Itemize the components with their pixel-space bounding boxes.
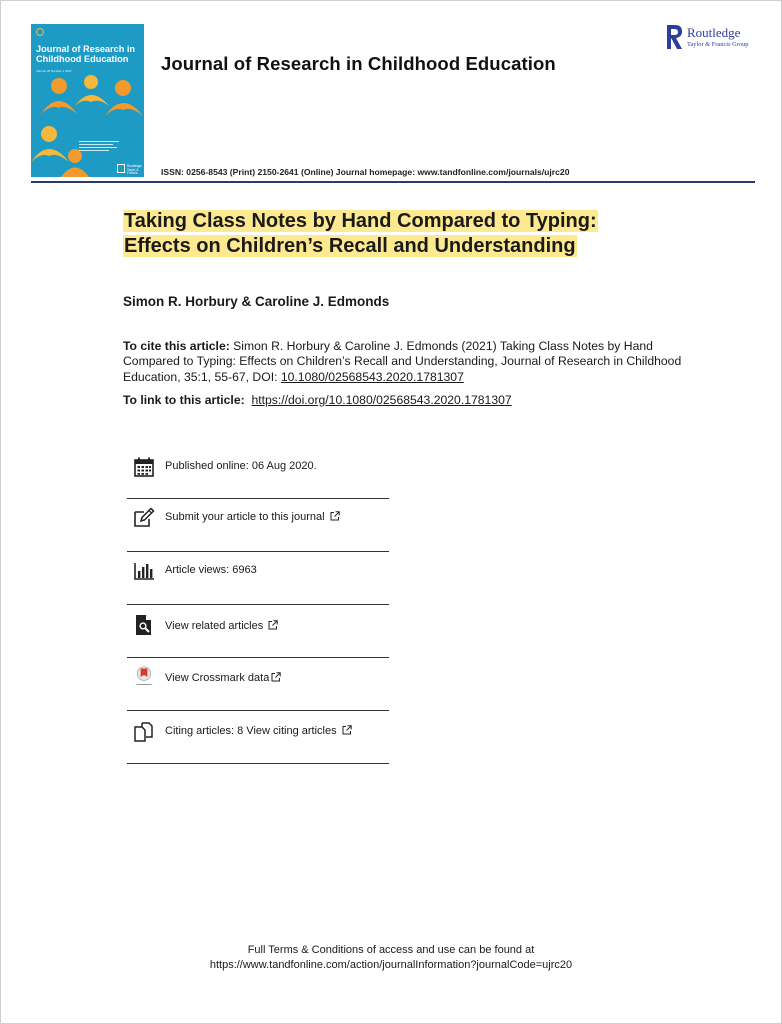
info-item-label[interactable] xyxy=(165,620,278,632)
info-item-submit-article[interactable] xyxy=(127,499,389,552)
calendar-icon xyxy=(133,456,155,478)
header-divider xyxy=(31,181,755,183)
journal-cover-image[interactable] xyxy=(31,24,144,177)
article-doi-url-link[interactable]: https://doi.org/10.1080/02568543.2020.1781307 xyxy=(251,393,512,407)
external-link-icon xyxy=(271,672,281,682)
article-info-list xyxy=(127,451,389,764)
issn-homepage-line[interactable]: ISSN: 0256-8543 (Print) 2150-2641 (Online) Journal homepage: www.tandfonline.com/journals/ujrc20 xyxy=(161,167,570,177)
article-link-line xyxy=(123,393,512,407)
document-search-icon xyxy=(133,614,155,636)
citation-text: Simon R. Horbury & Caroline J. Edmonds (2021) Taking Class Notes by Hand Compared to Typing: Effects on Children’s Recall and Understanding, Journal of Research in Childhood Education, 35:1, 55-67, DOI: xyxy=(123,339,682,384)
routledge-logo-icon xyxy=(664,24,684,50)
citation-doi-link[interactable]: 10.1080/02568543.2020.1781307 xyxy=(280,369,464,384)
article-link-label: To link to this article: xyxy=(123,393,249,407)
footer-line1: Full Terms & Conditions of access and use can be found at xyxy=(247,944,535,956)
bar-chart-icon xyxy=(133,560,155,582)
cover-publisher-text: Routledge Taylor & Francis xyxy=(127,164,142,176)
info-item-label: Published online: 06 Aug 2020. xyxy=(165,460,317,472)
cover-society-logo-icon xyxy=(36,28,44,36)
external-link-icon xyxy=(330,511,340,521)
citing-documents-icon xyxy=(133,721,155,743)
publisher-subtitle: Taylor & Francis Group xyxy=(687,41,749,48)
info-item-label: Article views: 6963 xyxy=(165,564,257,576)
submit-edit-icon xyxy=(133,507,155,529)
cover-title: Journal of Research in Childhood Education xyxy=(36,44,136,64)
info-item-crossmark[interactable] xyxy=(127,658,389,711)
article-title-line1: Taking Class Notes by Hand Compared to Typing: xyxy=(124,210,597,232)
article-authors: Simon R. Horbury & Caroline J. Edmonds xyxy=(123,294,390,309)
info-item-published xyxy=(127,451,389,499)
external-link-icon xyxy=(342,725,352,735)
external-link-icon xyxy=(268,620,278,630)
info-item-text[interactable]: Citing articles: 8 View citing articles xyxy=(165,725,337,737)
info-item-text[interactable]: Submit your article to this journal xyxy=(165,511,325,523)
info-item-text[interactable]: View Crossmark data xyxy=(165,672,270,684)
info-item-related-articles[interactable] xyxy=(127,605,389,658)
footer-terms-link[interactable]: https://www.tandfonline.com/action/journalInformation?journalCode=ujrc20 xyxy=(209,959,573,971)
publisher-name: Routledge xyxy=(687,25,741,40)
article-title xyxy=(123,209,683,259)
cover-people-graphic-icon xyxy=(31,74,144,177)
info-item-label[interactable] xyxy=(165,725,352,737)
info-item-citing-articles[interactable] xyxy=(127,711,389,764)
info-item-label[interactable] xyxy=(165,511,340,523)
terms-footer xyxy=(0,943,782,973)
article-title-line2: Effects on Children’s Recall and Understanding xyxy=(124,235,576,257)
info-item-label[interactable] xyxy=(165,672,281,684)
info-item-text[interactable]: View related articles xyxy=(165,620,264,632)
info-item-article-views xyxy=(127,552,389,605)
journal-title: Journal of Research in Childhood Education xyxy=(161,53,556,74)
crossmark-icon xyxy=(133,666,155,688)
publisher-logo[interactable] xyxy=(664,24,764,54)
cover-volume: Volume 35 Number 1 2021 xyxy=(36,69,72,73)
citation-block xyxy=(123,339,683,385)
cover-publisher-logo-icon xyxy=(117,164,125,173)
citation-label: To cite this article: xyxy=(123,339,230,353)
cover-contents xyxy=(79,141,139,151)
